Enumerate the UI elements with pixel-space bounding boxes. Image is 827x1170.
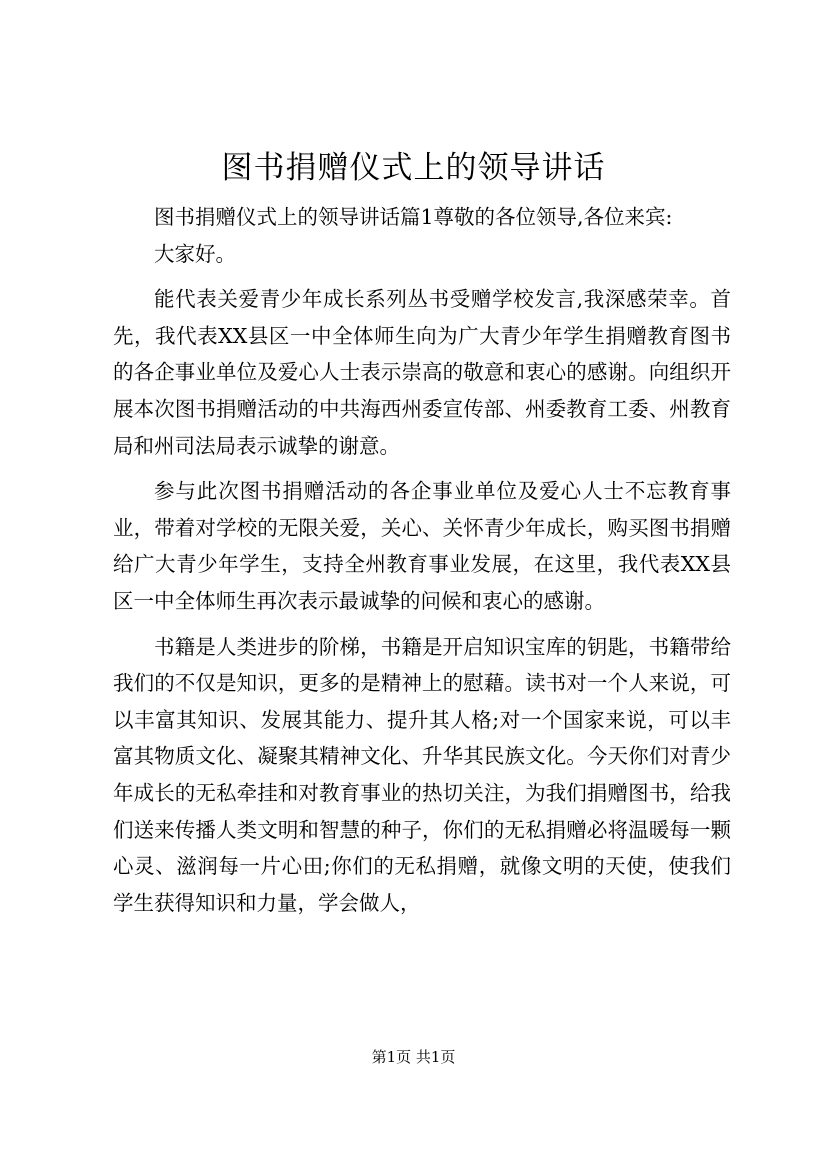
paragraph-intro: 图书捐赠仪式上的领导讲话篇1尊敬的各位领导,各位来宾: (154, 205, 673, 229)
paragraph-greeting: 大家好。 (154, 241, 236, 266)
document-title: 图书捐赠仪式上的领导讲话 (221, 150, 606, 186)
page-footer: 第1页 共1页 (371, 1048, 456, 1066)
paragraph-books: 书籍是人类进步的阶梯，书籍是开启知识宝库的钥匙，书籍带给我们的不仅是知识，更多的是精神上的慰藉。读书对一个人来说，可以丰富其知识、发展其能力、提升其人格;对一个国家来说，可以丰富其物质文化、凝聚其精神文化、升华其民族文化。今天你们对青少年成长的无私牵挂和对教育事业的热切关注，为我们捐赠图书，给我们送来传播人类文明和智慧的种子，你们的无私捐赠必将温暖每一颗心灵、滋润每一片心田;你们的无私捐赠，就像文明的天使，使我们学生获得知识和力量，学会做人， (113, 634, 731, 915)
paragraph-thanks: 能代表关爱青少年成长系列丛书受赠学校发言,我深感荣幸。首先，我代表XX县区一中全体师生向为广大青少年学生捐赠教育图书的各企事业单位及爱心人士表示崇高的敬意和衷心的感谢。向组织开展本次图书捐赠活动的中共海西州委宣传部、州委教育工委、州教育局和州司法局表示诚挚的谢意。 (113, 287, 731, 458)
document-body (113, 199, 731, 921)
paragraph-donors: 参与此次图书捐赠活动的各企事业单位及爱心人士不忘教育事业，带着对学校的无限关爱，关心、关怀青少年成长，购买图书捐赠给广大青少年学生，支持全州教育事业发展，在这里，我代表XX县区一中全体师生再次表示最诚挚的问候和衷心的感谢。 (113, 479, 731, 613)
